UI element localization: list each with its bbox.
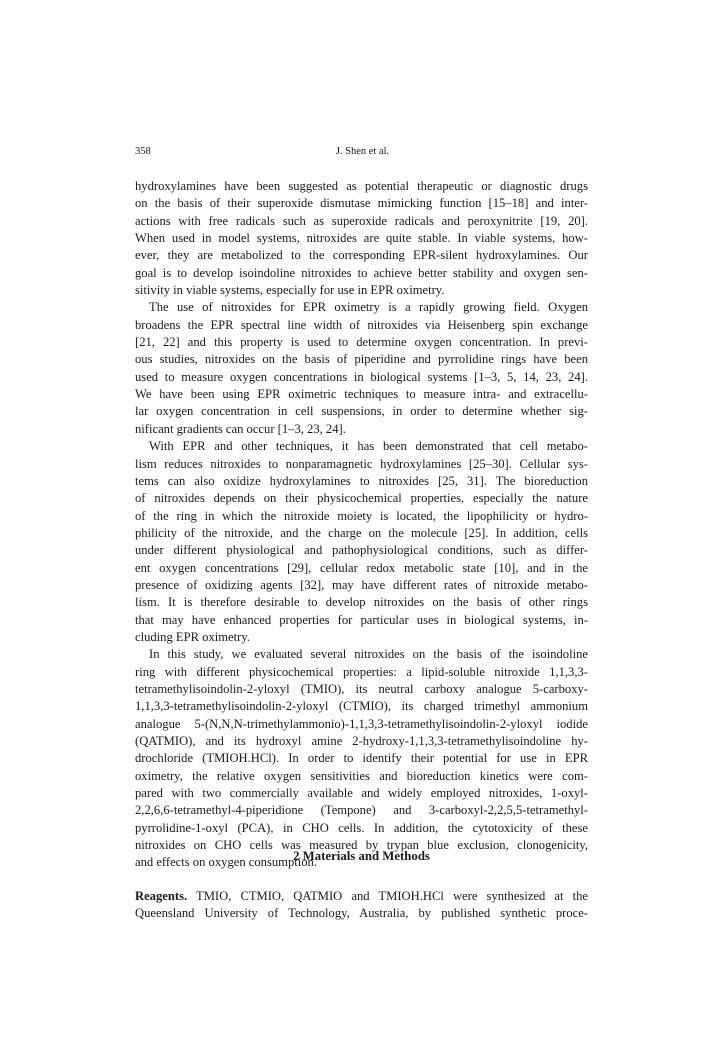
text-line — [135, 888, 588, 905]
text-line: analogue 5-(N,N,N-trimethylammonio)-1,1,3,3-tetramethylisoindolin-2-yloxyl iodide — [135, 716, 588, 731]
text-line: tems can also oxidize hydroxylamines to nitroxides [25, 31]. The bioreduction — [135, 473, 588, 488]
text-line: [21, 22] and this property is used to determine oxygen concentration. In previ- — [135, 335, 588, 350]
text-line: We have been using EPR oximetric techniques to measure intra- and extracellu- — [135, 387, 588, 402]
text-line: lar oxygen concentration in cell suspensions, in order to determine whether sig- — [135, 404, 588, 419]
text-line: ever, they are metabolized to the corresponding EPR-silent hydroxylamines. Our — [135, 248, 588, 263]
text-line: of nitroxides depends on their physicochemical properties, especially the nature — [135, 491, 588, 506]
text-line: lism. It is therefore desirable to develop nitroxides on the basis of other rings — [135, 595, 588, 610]
text-line: tetramethylisoindolin-2-yloxyl (TMIO), its neutral carboxy analogue 5-carboxy- — [135, 681, 588, 696]
text-line: hydroxylamines have been suggested as potential therapeutic or diagnostic drugs — [135, 179, 588, 193]
text-line: used to measure oxygen concentrations in biological systems [1–3, 5, 14, 23, 24]. — [135, 369, 588, 384]
paragraph — [135, 178, 588, 299]
text-line: pyrrolidine-1-oxyl (PCA), in CHO cells. In addition, the cytotoxicity of these — [135, 820, 588, 835]
text-line: under different physiological and pathophysiological conditions, such as differ- — [135, 543, 588, 558]
text-line: drochloride (TMIOH.HCl). In order to identify their potential for use in EPR — [135, 751, 588, 766]
text-line: With EPR and other techniques, it has been demonstrated that cell metabo- — [149, 439, 588, 454]
text-line: that may have enhanced properties for particular uses in biological systems, in- — [135, 612, 588, 627]
running-head: J. Shen et al. — [335, 146, 390, 157]
text-line: philicity of the nitroxide, and the charge on the molecule [25]. In addition, cells — [135, 525, 588, 540]
reagents-line-1: TMIO, CTMIO, QATMIO and TMIOH.HCl were synthesized at the — [187, 889, 588, 903]
text-line: oximetry, the relative oxygen sensitivities and bioreduction kinetics were com- — [135, 768, 588, 783]
text-line: ous studies, nitroxides on the basis of piperidine and pyrrolidine rings have been — [135, 352, 588, 367]
text-line: In this study, we evaluated several nitroxides on the basis of the isoindoline — [149, 647, 588, 662]
text-line: sitivity in viable systems, especially for use in EPR oximetry. — [135, 283, 445, 298]
page-header — [135, 146, 590, 162]
text-line: broadens the EPR spectral line width of nitroxides via Heisenberg spin exchange — [135, 317, 588, 332]
text-line: and effects on oxygen consumption. — [135, 855, 317, 870]
reagents-paragraph — [135, 888, 588, 923]
paragraph — [135, 299, 588, 438]
text-line: actions with free radicals such as superoxide radicals and peroxynitrite [19, 20]. — [135, 213, 588, 228]
text-line: Queensland University of Technology, Australia, by published synthetic proce- — [135, 906, 588, 921]
text-line: 2,2,6,6-tetramethyl-4-piperidione (Tempone) and 3-carboxyl-2,2,5,5-tetramethyl- — [135, 803, 588, 818]
text-line: nificant gradients can occur [1–3, 23, 24]. — [135, 421, 346, 436]
paragraph — [135, 646, 588, 871]
body-text — [135, 178, 588, 872]
text-line: pared with two commercially available and widely employed nitroxides, 1-oxyl- — [135, 786, 588, 801]
text-line: lism reduces nitroxides to nonparamagnetic hydroxylamines [25–30]. Cellular sys- — [135, 456, 588, 471]
page-number: 358 — [135, 146, 151, 157]
text-line: 1,1,3,3-tetramethylisoindolin-2-yloxyl (CTMIO), its charged trimethyl ammonium — [135, 699, 588, 714]
text-line: When used in model systems, nitroxides are quite stable. In viable systems, how- — [135, 231, 588, 246]
text-line: ring with different physicochemical properties: a lipid-soluble nitroxide 1,1,3,3- — [135, 664, 588, 679]
text-line: of the ring in which the nitroxide moiety is located, the lipophilicity or hydro- — [135, 508, 588, 523]
text-line: on the basis of their superoxide dismutase mimicking function [15–18] and inter- — [135, 196, 588, 211]
text-line: presence of oxidizing agents [32], may have different rates of nitroxide metabo- — [135, 577, 588, 592]
reagents-run-in: Reagents. — [135, 889, 188, 903]
section-heading: 2 Materials and Methods — [293, 849, 430, 863]
text-line: (QATMIO), and its hydroxyl amine 2-hydroxy-1,1,3,3-tetramethylisoindoline hy- — [135, 734, 588, 748]
text-line: cluding EPR oximetry. — [135, 629, 250, 644]
paragraph — [135, 438, 588, 646]
text-line: goal is to develop isoindoline nitroxides to achieve better stability and oxygen sen- — [135, 265, 588, 280]
text-line: ent oxygen concentrations [29], cellular redox metabolic state [10], and in the — [135, 560, 588, 575]
text-line: nitroxides on CHO cells was measured by trypan blue exclusion, clonogenicity, — [135, 838, 588, 853]
text-line: The use of nitroxides for EPR oximetry is a rapidly growing field. Oxygen — [149, 300, 588, 315]
